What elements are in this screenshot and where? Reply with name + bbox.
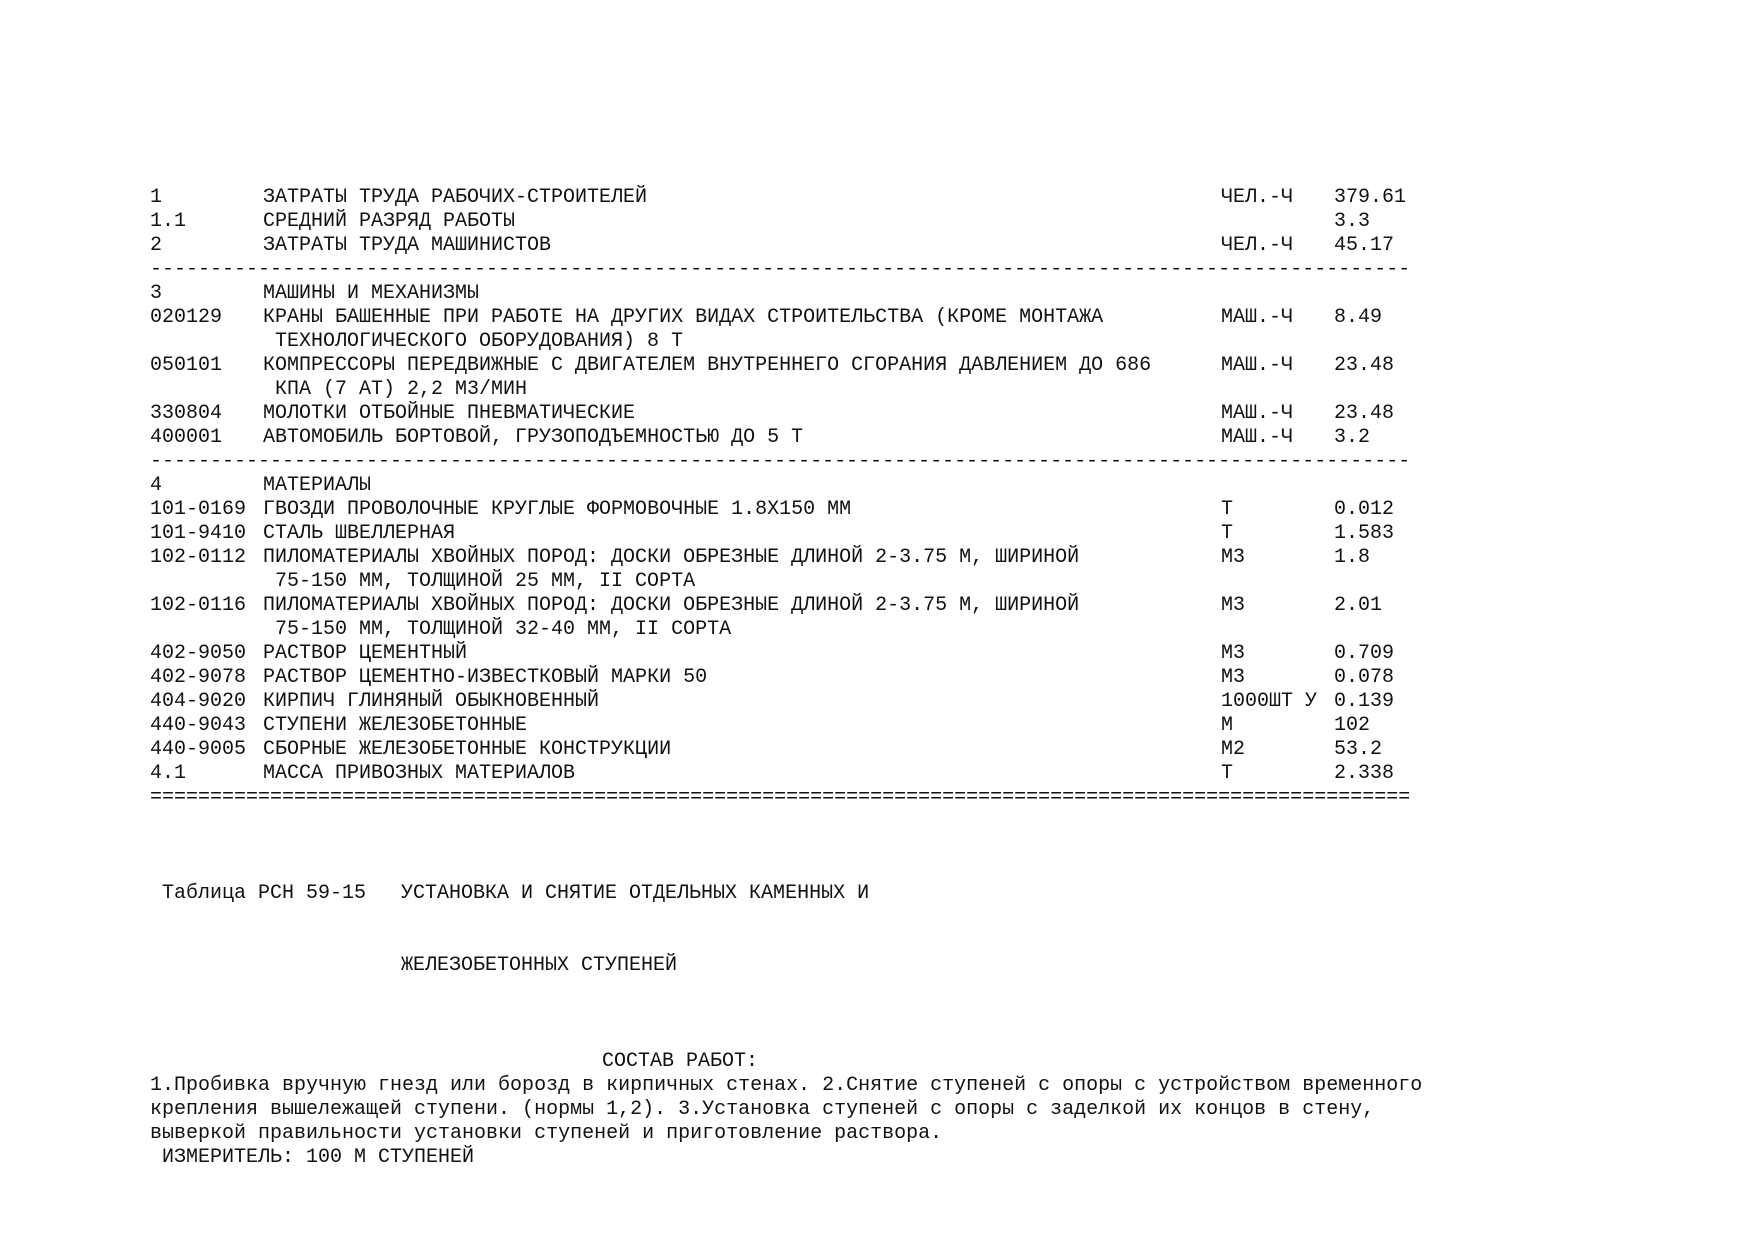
row-name: МАССА ПРИВОЗНЫХ МАТЕРИАЛОВ <box>263 762 576 785</box>
row-code: 440-9043 <box>150 714 247 737</box>
row-name: КИРПИЧ ГЛИНЯНЫЙ ОБЫКНОВЕННЫЙ <box>263 690 600 713</box>
row-name: МАТЕРИАЛЫ <box>263 474 372 497</box>
table-row <box>150 546 1630 594</box>
table-row <box>150 594 1630 642</box>
table-number: Таблица РСН 59-15 <box>162 882 367 905</box>
row-code: 101-9410 <box>150 522 247 545</box>
row-unit: М2 <box>1221 738 1246 761</box>
table-row <box>150 186 1630 210</box>
work-composition-text: 1.Пробивка вручную гнезд или борозд в кирпичных стенах. 2.Снятие ступеней с опоры с устройством временного крепления вышележащей ступени. (нормы 1,2). 3.Установка ступеней с опоры с заделкой их концов в стену, выверкой правильности установки ступеней и приготовление раствора. <box>150 1074 1423 1145</box>
measure-unit: ИЗМЕРИТЕЛЬ: 100 М СТУПЕНЕЙ <box>162 1146 475 1169</box>
row-unit: М <box>1221 714 1234 737</box>
row-unit: Т <box>1221 522 1234 545</box>
row-code: 330804 <box>150 402 223 425</box>
row-qty: 0.709 <box>1334 642 1395 665</box>
row-code: 3 <box>150 282 163 305</box>
row-code: 050101 <box>150 354 223 377</box>
row-name: СТАЛЬ ШВЕЛЛЕРНАЯ <box>263 522 456 545</box>
row-qty: 23.48 <box>1334 354 1395 377</box>
row-name: МОЛОТКИ ОТБОЙНЫЕ ПНЕВМАТИЧЕСКИЕ <box>263 402 636 425</box>
row-name: ПИЛОМАТЕРИАЛЫ ХВОЙНЫХ ПОРОД: ДОСКИ ОБРЕЗНЫЕ ДЛИНОЙ 2-3.75 М, ШИРИНОЙ 75-150 ММ, ТОЛЩИНОЙ 25 ММ, II СОРТА <box>263 546 1080 593</box>
row-qty: 1.8 <box>1334 546 1371 569</box>
row-code: 101-0169 <box>150 498 247 521</box>
row-code: 1.1 <box>150 210 187 233</box>
table-row <box>150 498 1630 522</box>
row-name: ЗАТРАТЫ ТРУДА МАШИНИСТОВ <box>263 234 552 257</box>
row-unit: ЧЕЛ.-Ч <box>1221 234 1294 257</box>
table-title-line <box>150 954 1630 978</box>
row-code: 4.1 <box>150 762 187 785</box>
table-row <box>150 522 1630 546</box>
row-qty: 1.583 <box>1334 522 1395 545</box>
table-row <box>150 426 1630 450</box>
row-name: ПИЛОМАТЕРИАЛЫ ХВОЙНЫХ ПОРОД: ДОСКИ ОБРЕЗНЫЕ ДЛИНОЙ 2-3.75 М, ШИРИНОЙ 75-150 ММ, ТОЛЩИНОЙ 32-40 ММ, II СОРТА <box>263 594 1080 641</box>
labor-section <box>150 186 1630 258</box>
row-name: СБОРНЫЕ ЖЕЛЕЗОБЕТОННЫЕ КОНСТРУКЦИИ <box>263 738 672 761</box>
row-unit: МАШ.-Ч <box>1221 402 1294 425</box>
row-unit: МАШ.-Ч <box>1221 426 1294 449</box>
table-row <box>150 234 1630 258</box>
row-name: ЗАТРАТЫ ТРУДА РАБОЧИХ-СТРОИТЕЛЕЙ <box>263 186 648 209</box>
row-unit: МАШ.-Ч <box>1221 306 1294 329</box>
row-qty: 102 <box>1334 714 1371 737</box>
dash-separator: --------------------------------------------------------------------------------------------------------- <box>150 258 1411 281</box>
section-header <box>150 474 1630 498</box>
row-code: 102-0112 <box>150 546 247 569</box>
row-code: 400001 <box>150 426 223 449</box>
section-header <box>150 282 1630 306</box>
row-qty: 3.3 <box>1334 210 1371 233</box>
row-code: 1 <box>150 186 163 209</box>
row-qty: 0.078 <box>1334 666 1395 689</box>
row-code: 2 <box>150 234 163 257</box>
row-qty: 2.01 <box>1334 594 1383 617</box>
row-name: МАШИНЫ И МЕХАНИЗМЫ <box>263 282 480 305</box>
row-qty: 53.2 <box>1334 738 1383 761</box>
table-row <box>150 714 1630 738</box>
row-name: СТУПЕНИ ЖЕЛЕЗОБЕТОННЫЕ <box>263 714 528 737</box>
row-name: РАСТВОР ЦЕМЕНТНЫЙ <box>263 642 468 665</box>
row-qty: 3.2 <box>1334 426 1371 449</box>
row-code: 102-0116 <box>150 594 247 617</box>
row-qty: 379.61 <box>1334 186 1407 209</box>
row-unit <box>1221 210 1334 234</box>
row-name: СРЕДНИЙ РАЗРЯД РАБОТЫ <box>263 210 516 233</box>
row-qty: 23.48 <box>1334 402 1395 425</box>
row-name: ГВОЗДИ ПРОВОЛОЧНЫЕ КРУГЛЫЕ ФОРМОВОЧНЫЕ 1.8Х150 ММ <box>263 498 852 521</box>
row-code: 440-9005 <box>150 738 247 761</box>
row-unit: М3 <box>1221 642 1246 665</box>
row-unit: М3 <box>1221 666 1246 689</box>
table-row <box>150 402 1630 426</box>
row-qty: 0.139 <box>1334 690 1395 713</box>
table-row <box>150 642 1630 666</box>
row-qty: 2.338 <box>1334 762 1395 785</box>
row-code: 020129 <box>150 306 223 329</box>
table-row <box>150 210 1630 234</box>
work-composition-header: СОСТАВ РАБОТ: <box>602 1050 759 1073</box>
table-title <box>150 834 1630 1026</box>
materials-section <box>150 474 1630 786</box>
table-row <box>150 690 1630 714</box>
table-row <box>150 666 1630 690</box>
row-qty: 0.012 <box>1334 498 1395 521</box>
row-qty: 8.49 <box>1334 306 1383 329</box>
row-code: 402-9050 <box>150 642 247 665</box>
title-spacer <box>150 954 401 978</box>
row-unit: Т <box>1221 498 1234 521</box>
row-code: 404-9020 <box>150 690 247 713</box>
table-row <box>150 354 1630 402</box>
row-unit: ЧЕЛ.-Ч <box>1221 186 1294 209</box>
table-title-line <box>150 882 1630 906</box>
row-name: КОМПРЕССОРЫ ПЕРЕДВИЖНЫЕ С ДВИГАТЕЛЕМ ВНУТРЕННЕГО СГОРАНИЯ ДАВЛЕНИЕМ ДО 686 КПА (7 АТ) 2,2 М3/МИН <box>263 354 1152 401</box>
row-unit: Т <box>1221 762 1234 785</box>
table-title-text: ЖЕЛЕЗОБЕТОННЫХ СТУПЕНЕЙ <box>401 954 678 977</box>
double-separator: ========================================================================================================= <box>150 786 1411 809</box>
row-unit: М3 <box>1221 594 1246 617</box>
row-code: 4 <box>150 474 163 497</box>
row-name: АВТОМОБИЛЬ БОРТОВОЙ, ГРУЗОПОДЪЕМНОСТЬЮ ДО 5 Т <box>263 426 804 449</box>
row-name: РАСТВОР ЦЕМЕНТНО-ИЗВЕСТКОВЫЙ МАРКИ 50 <box>263 666 708 689</box>
table-title-text: УСТАНОВКА И СНЯТИЕ ОТДЕЛЬНЫХ КАМЕННЫХ И <box>401 882 870 905</box>
dash-separator: --------------------------------------------------------------------------------------------------------- <box>150 450 1411 473</box>
table-row <box>150 762 1630 786</box>
document-page <box>150 186 1630 1170</box>
machines-section <box>150 282 1630 450</box>
row-qty: 45.17 <box>1334 234 1395 257</box>
row-unit: МАШ.-Ч <box>1221 354 1294 377</box>
table-row <box>150 306 1630 354</box>
row-code: 402-9078 <box>150 666 247 689</box>
table-row <box>150 738 1630 762</box>
row-name: КРАНЫ БАШЕННЫЕ ПРИ РАБОТЕ НА ДРУГИХ ВИДАХ СТРОИТЕЛЬСТВА (КРОМЕ МОНТАЖА ТЕХНОЛОГИЧЕСКОГО ОБОРУДОВАНИЯ) 8 Т <box>263 306 1104 353</box>
row-unit: М3 <box>1221 546 1246 569</box>
row-unit: 1000ШТ У <box>1221 690 1318 713</box>
